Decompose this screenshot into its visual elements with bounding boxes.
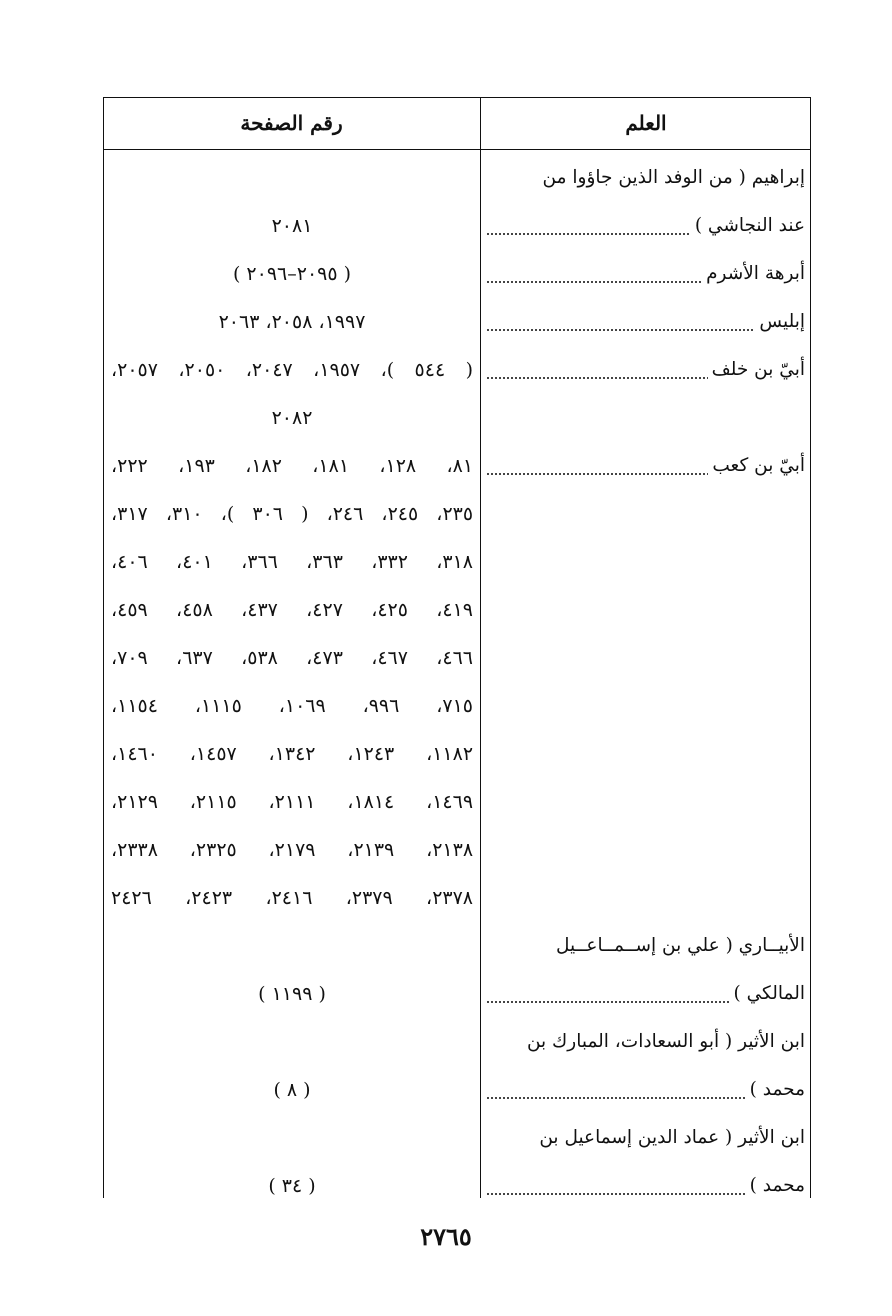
entry-name-text	[801, 839, 805, 860]
entry-name-text	[801, 599, 805, 620]
entry-pages: ٧١٥، ٩٩٦، ١٠٦٩، ١١١٥، ١١٥٤،	[111, 695, 473, 717]
table-row	[103, 394, 811, 442]
table-row	[103, 874, 811, 922]
entry-name-text: المالكي )	[730, 983, 805, 1004]
entry-pages: ١٩٩٧، ٢٠٥٨، ٢٠٦٣	[218, 311, 366, 333]
entry-pages	[111, 154, 473, 202]
entry-name-text: محمد )	[746, 1079, 805, 1100]
entry-name-text: أبيّ بن خلف	[708, 359, 805, 380]
entry-pages: ٢٠٨٢	[271, 407, 313, 429]
entry-name-text	[801, 791, 805, 812]
table-row	[103, 442, 811, 490]
entry-pages	[111, 922, 473, 970]
entry-name	[487, 346, 805, 394]
table-row	[103, 1018, 811, 1066]
entry-name	[487, 778, 805, 826]
entry-name	[487, 970, 805, 1018]
entry-name-text	[801, 551, 805, 572]
entry-name	[487, 682, 805, 730]
pages-column-header: رقم الصفحة	[240, 111, 343, 135]
entry-name	[487, 826, 805, 874]
entry-name-text: الأبيــاري ( علي بن إســمــاعــيل	[552, 935, 805, 956]
entry-pages: ٢٣٧٨، ٢٣٧٩، ٢٤١٦، ٢٤٢٣، ٢٤٢٦	[111, 887, 474, 909]
table-row	[103, 1162, 811, 1210]
entry-name	[487, 202, 805, 250]
table-row	[103, 682, 811, 730]
entry-name	[487, 874, 805, 922]
entry-name	[487, 1018, 805, 1066]
table-row	[103, 346, 811, 394]
entry-pages: ٢١٣٨، ٢١٣٩، ٢١٧٩، ٢٣٢٥، ٢٣٣٨،	[111, 839, 474, 861]
table-row	[103, 730, 811, 778]
entry-name-text	[801, 647, 805, 668]
entry-pages: ( ٢٠٩٥–٢٠٩٦ )	[232, 263, 352, 285]
entry-name-text: أبرهة الأشرم	[702, 263, 805, 284]
entry-name	[487, 250, 805, 298]
entry-pages: ٤١٩، ٤٢٥، ٤٢٧، ٤٣٧، ٤٥٨، ٤٥٩،	[111, 599, 473, 621]
header-divider	[103, 149, 811, 150]
entry-name-text: محمد )	[746, 1175, 805, 1196]
table-row	[103, 154, 811, 202]
entry-name-text	[801, 503, 805, 524]
table-top-border	[103, 97, 811, 98]
entry-name	[487, 586, 805, 634]
entry-name-text: إبليس	[755, 311, 805, 332]
entry-name	[487, 730, 805, 778]
entry-name-text	[801, 407, 805, 428]
table-row	[103, 922, 811, 970]
table-row	[103, 490, 811, 538]
entry-name	[487, 298, 805, 346]
entry-name-text	[801, 743, 805, 764]
entry-pages: ( ٣٤ )	[268, 1175, 316, 1197]
entry-name-text	[801, 887, 805, 908]
entry-name-text: إبراهيم ( من الوفد الذين جاؤوا من	[539, 167, 805, 188]
index-table	[103, 97, 811, 1198]
entry-name	[487, 634, 805, 682]
table-row	[103, 202, 811, 250]
entry-pages: ٨١، ١٢٨، ١٨١، ١٨٢، ١٩٣، ٢٢٢،	[111, 455, 474, 477]
entry-pages: ٣١٨، ٣٣٢، ٣٦٣، ٣٦٦، ٤٠١، ٤٠٦،	[111, 551, 473, 573]
table-row	[103, 778, 811, 826]
entry-pages	[111, 1114, 473, 1162]
entry-name-text: عند النجاشي )	[691, 215, 805, 236]
table-row	[103, 298, 811, 346]
entry-name	[487, 1114, 805, 1162]
entry-pages: ( ٥٤٤ )، ١٩٥٧، ٢٠٤٧، ٢٠٥٠، ٢٠٥٧،	[111, 359, 474, 381]
index-rows	[103, 154, 811, 1210]
entry-name	[487, 442, 805, 490]
entry-pages: ( ١١٩٩ )	[258, 983, 326, 1005]
page-number: ٢٧٦٥	[420, 1222, 472, 1251]
entry-name-text: ابن الأثير ( عماد الدين إسماعيل بن	[535, 1127, 805, 1148]
table-row	[103, 538, 811, 586]
table-row	[103, 586, 811, 634]
entry-name	[487, 394, 805, 442]
entry-name	[487, 538, 805, 586]
entry-pages: ( ٨ )	[273, 1079, 311, 1101]
entry-pages: ٢٣٥، ٢٤٥، ٢٤٦، ( ٣٠٦ )، ٣١٠، ٣١٧،	[111, 503, 474, 525]
table-row	[103, 250, 811, 298]
entry-name	[487, 922, 805, 970]
entry-pages: ١٤٦٩، ١٨١٤، ٢١١١، ٢١١٥، ٢١٢٩،	[111, 791, 474, 813]
table-row	[103, 970, 811, 1018]
table-row	[103, 1114, 811, 1162]
entry-pages: ٢٠٨١	[271, 215, 313, 237]
entry-pages: ٤٦٦، ٤٦٧، ٤٧٣، ٥٣٨، ٦٣٧، ٧٠٩،	[111, 647, 473, 669]
entry-name-text	[801, 695, 805, 716]
name-column-header: العلم	[625, 111, 667, 135]
entry-name	[487, 154, 805, 202]
entry-name	[487, 1066, 805, 1114]
entry-name	[487, 490, 805, 538]
table-row	[103, 634, 811, 682]
entry-name	[487, 1162, 805, 1210]
entry-name-text: ابن الأثير ( أبو السعادات، المبارك بن	[523, 1031, 805, 1052]
entry-name-text: أبيّ بن كعب	[708, 455, 805, 476]
table-row	[103, 1066, 811, 1114]
entry-pages: ١١٨٢، ١٢٤٣، ١٣٤٢، ١٤٥٧، ١٤٦٠،	[111, 743, 474, 765]
entry-pages	[111, 1018, 473, 1066]
table-row	[103, 826, 811, 874]
